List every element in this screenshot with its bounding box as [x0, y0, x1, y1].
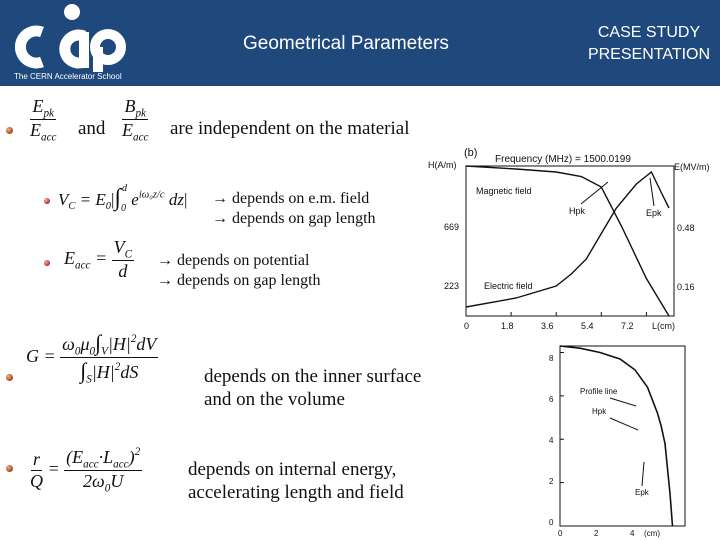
formula-geometric-factor: G = $\frac{\omega_0\mu_0\int_V|H|^2dV}{\int_S|H|^2dS}$ — [26, 330, 157, 386]
chart1-xtick-4: 7.2 — [621, 321, 634, 331]
slide-header — [0, 0, 720, 86]
cas-logo — [14, 2, 126, 74]
bullet-2 — [6, 374, 13, 381]
eacc-note-1: → depends on potential — [157, 252, 310, 269]
chart1-annot-magnetic: Magnetic field — [476, 186, 532, 196]
chart2-xtick-4: 4 — [630, 529, 635, 538]
chart2-series-profile — [560, 346, 673, 526]
chart1-annot-electric: Electric field — [484, 281, 533, 291]
chart1-ytick-right-016: 0.16 — [677, 282, 695, 292]
case-study-line1: CASE STUDY — [597, 24, 701, 41]
bullet-1 — [6, 127, 13, 134]
rq-note-2: accelerating length and field — [188, 482, 404, 503]
case-study-label — [585, 22, 713, 66]
chart2-xlabel: (cm) — [644, 529, 660, 538]
formula-eacc: $E_{acc}$ = $\frac{V_C}{d}$ — [64, 237, 133, 282]
chart2-xtick-2: 2 — [594, 529, 599, 538]
chart2-epk-arrow — [642, 462, 644, 486]
chart2-annot-hpk: Hpk — [592, 407, 607, 416]
chart1-ytick-left-223: 223 — [444, 281, 460, 291]
chart2-ytick-8: 8 — [549, 354, 554, 363]
case-study-line2: PRESENTATION — [587, 46, 711, 63]
chart1-epk-arrow — [650, 178, 654, 206]
field-distribution-chart — [424, 142, 710, 332]
chart2-xtick-0: 0 — [558, 529, 563, 538]
bullet-3 — [6, 465, 13, 472]
chart1-title: Frequency (MHz) = 1500.0199 — [495, 154, 631, 165]
and-text: and — [78, 118, 106, 139]
independence-text: are independent on the material — [170, 118, 410, 139]
chart1-ylabel-left: H(A/m) — [428, 160, 457, 170]
formula-epk-over-eacc: $\frac{E_{pk}}{E_{acc}}$ — [30, 96, 57, 144]
chart1-ylabel-right: E(MV/m) — [674, 162, 710, 172]
chart1-ytick-left-669: 669 — [444, 222, 460, 232]
vc-note-2: → depends on gap length — [212, 210, 376, 227]
chart1-xtick-3: 5.4 — [581, 321, 594, 331]
chart1-xtick-0: 0 — [464, 321, 470, 331]
g-note-1: depends on the inner surface — [204, 366, 422, 387]
chart2-series-group — [560, 346, 673, 526]
formula-r-over-q: $\frac{r}{Q}$ = $\frac{(E_{acc}\cdot L_{acc})^2}{2\omega_0U}$ — [30, 446, 141, 495]
sub-bullet-1b — [44, 260, 50, 266]
chart1-panel-label: (b) — [464, 147, 478, 159]
sub-bullet-1a — [44, 198, 50, 204]
chart2-annot-profile: Profile line — [580, 387, 618, 396]
eacc-note-2: → depends on gap length — [157, 272, 321, 289]
vc-note-1: → depends on e.m. field — [212, 190, 370, 207]
formula-bpk-over-eacc: $\frac{B_{pk}}{E_{acc}}$ — [122, 96, 149, 144]
chart2-annot-epk: Epk — [635, 488, 649, 497]
chart1-ytick-right-048: 0.48 — [677, 223, 695, 233]
chart2-plot-area — [560, 346, 685, 526]
chart2-ytick-6: 6 — [549, 395, 554, 404]
chart1-xlabel: L(cm) — [652, 321, 675, 331]
chart1-annot-epk: Epk — [646, 208, 662, 218]
chart1-annot-hpk: Hpk — [569, 206, 586, 216]
chart2-ytick-4: 4 — [549, 436, 554, 445]
chart2-hpk-arrow — [610, 418, 638, 430]
chart2-ytick-0: 0 — [549, 518, 554, 527]
chart2-ytick-2: 2 — [549, 477, 554, 486]
formula-vc-integral: $V_C = E_0|\int_0^d$ $e^{i\omega_0z/c}$ dz| — [58, 183, 188, 214]
slide-title: Geometrical Parameters — [243, 33, 449, 54]
chart1-xtick-2: 3.6 — [541, 321, 554, 331]
cavity-profile-chart — [540, 340, 710, 540]
school-name: The CERN Accelerator School — [14, 72, 122, 81]
g-note-2: and on the volume — [204, 389, 345, 410]
rq-note-1: depends on internal energy, — [188, 459, 397, 480]
chart2-profile-arrow — [610, 398, 636, 406]
chart1-xtick-1: 1.8 — [501, 321, 514, 331]
